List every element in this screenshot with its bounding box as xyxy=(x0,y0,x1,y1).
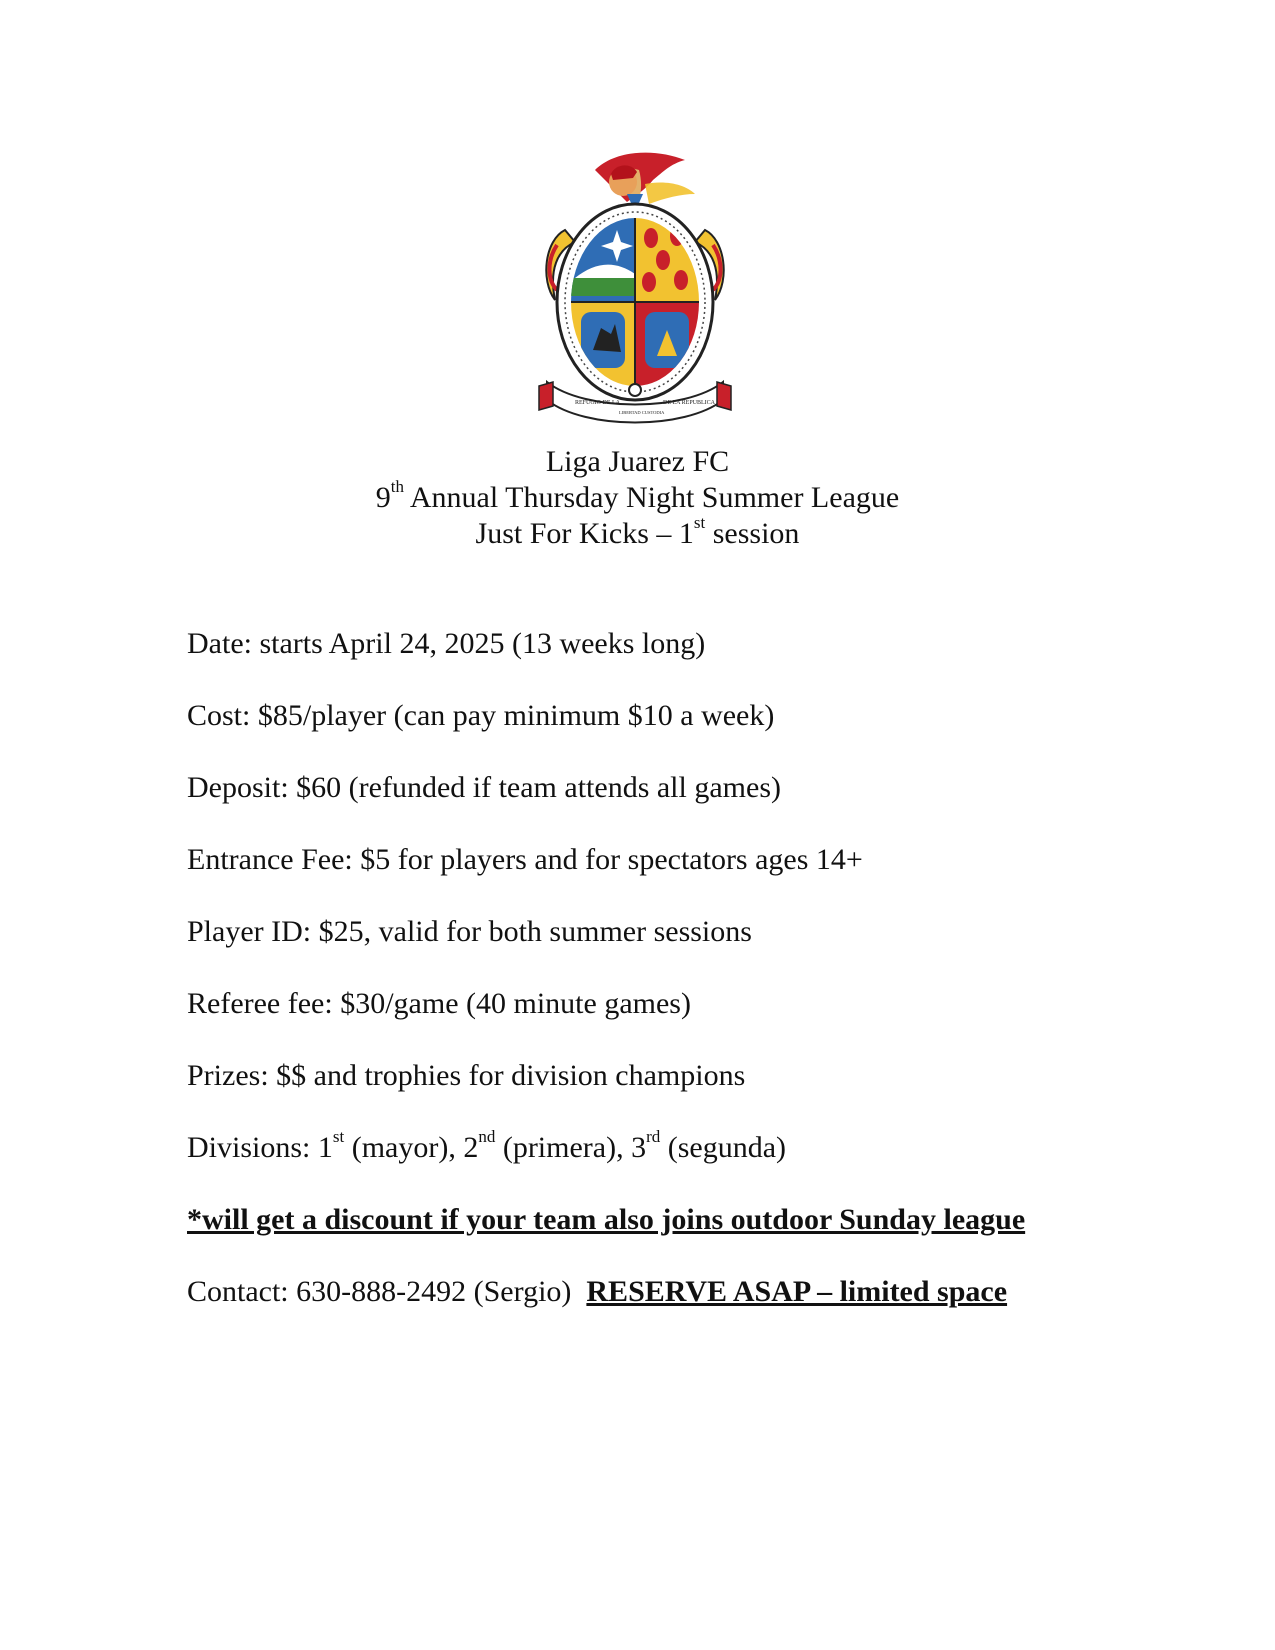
session-prefix: Just For Kicks – 1 xyxy=(475,517,694,550)
third-division-suffix: rd xyxy=(646,1127,661,1146)
prizes-line: Prizes: $$ and trophies for division champions xyxy=(187,1059,746,1092)
session-word: session xyxy=(705,517,800,550)
motto-left: REFUGIO DE LA xyxy=(575,400,620,406)
date-line: Date: starts April 24, 2025 (13 weeks long) xyxy=(187,627,706,660)
divisions-label: Divisions: 1 xyxy=(187,1131,333,1164)
league-ordinal-suffix: th xyxy=(390,477,405,496)
entrance-fee-line: Entrance Fee: $5 for players and for spectators ages 14+ xyxy=(187,843,863,876)
motto-ribbon xyxy=(539,382,731,423)
club-name: Liga Juarez FC xyxy=(545,445,730,478)
league-title xyxy=(0,477,1275,516)
league-ordinal-number: 9 xyxy=(375,481,391,514)
first-division-suffix: st xyxy=(332,1127,345,1146)
session-title xyxy=(0,513,1275,552)
cost-line: Cost: $85/player (can pay minimum $10 a week) xyxy=(187,699,775,732)
session-ordinal-suffix: st xyxy=(693,513,706,532)
second-division-suffix: nd xyxy=(478,1127,496,1146)
reserve-note: RESERVE ASAP – limited space xyxy=(586,1275,1008,1308)
deposit-line: Deposit: $60 (refunded if team attends all games) xyxy=(187,771,781,804)
motto-right: DE LA REPUBLICA xyxy=(663,400,716,406)
player-id-line: Player ID: $25, valid for both summer sessions xyxy=(187,915,752,948)
divisions-line xyxy=(187,1127,1025,1202)
first-division-name: (mayor), 2 xyxy=(344,1131,479,1164)
league-details xyxy=(187,626,1025,1346)
contact-info: Contact: 630-888-2492 (Sergio) xyxy=(187,1275,572,1308)
contact-line xyxy=(187,1274,1025,1346)
headdress-crest xyxy=(595,153,695,212)
league-name: Annual Thursday Night Summer League xyxy=(404,481,900,514)
discount-note: *will get a discount if your team also joins outdoor Sunday league xyxy=(187,1203,1026,1236)
second-division-name: (primera), 3 xyxy=(495,1131,647,1164)
third-division-name: (segunda) xyxy=(660,1131,787,1164)
referee-fee-line: Referee fee: $30/game (40 minute games) xyxy=(187,987,691,1020)
club-crest-logo xyxy=(535,150,735,440)
title-block xyxy=(0,444,1275,552)
motto-center: LIBERTAD CUSTODIA xyxy=(619,410,665,415)
